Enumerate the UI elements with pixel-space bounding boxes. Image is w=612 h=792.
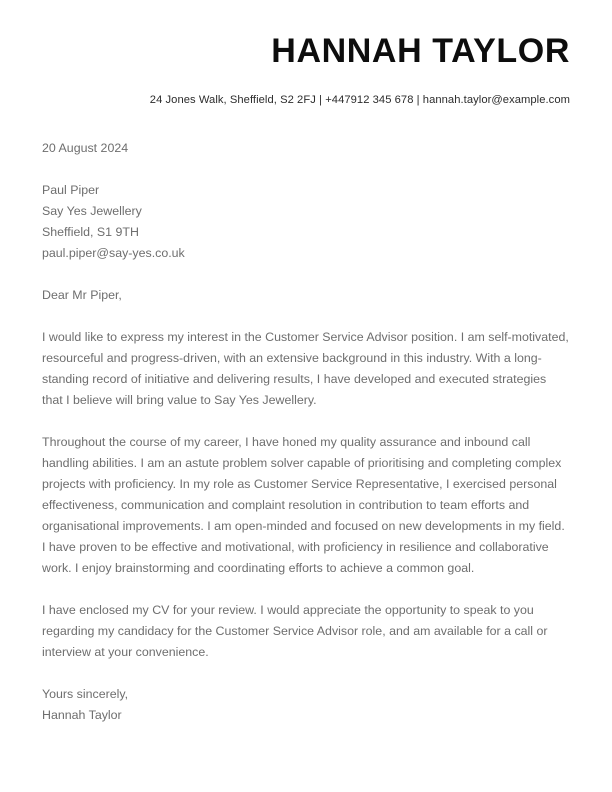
- letter-body: [0, 107, 612, 726]
- letter-paragraph-2: Throughout the course of my career, I have honed my quality assurance and inbound call handling abilities. I am an astute problem solver capable of prioritising and completing complex projects with proficiency. In my role as Customer Service Representative, I exercised personal effectiveness, communication and complaint resolution in contribution to team efforts and organisational improvements. I am open-minded and focused on new developments in my field. I have proven to be effective and motivational, with proficiency in resilience and collaborative work. I enjoy brainstorming and coordinating efforts to achieve a common goal.: [42, 435, 565, 576]
- recipient-address-block: [42, 159, 570, 264]
- letterhead: [0, 0, 612, 107]
- letter-date: 20 August 2024: [42, 141, 129, 156]
- recipient-location: Sheffield, S1 9TH: [42, 225, 139, 240]
- letter-paragraph-1: I would like to express my interest in the Customer Service Advisor position. I am self-motivated, resourceful and progress-driven, with an extensive background in this industry. With a long-standing record of initiative and delivering results, I have developed and executed strategies that I believe will bring value to Say Yes Jewellery.: [42, 330, 569, 408]
- sign-off: Yours sincerely,: [42, 687, 129, 702]
- recipient-email: paul.piper@say-yes.co.uk: [42, 246, 185, 261]
- salutation: Dear Mr Piper,: [42, 288, 122, 303]
- signature-name: Hannah Taylor: [42, 708, 122, 723]
- recipient-name: Paul Piper: [42, 183, 100, 198]
- recipient-company: Say Yes Jewellery: [42, 204, 142, 219]
- page-title: HANNAH TAYLOR: [271, 32, 570, 70]
- letter-paragraph-3: I have enclosed my CV for your review. I would appreciate the opportunity to speak to you regarding my candidacy for the Customer Service Advisor role, and am available for a call or interview at your convenience.: [42, 603, 548, 660]
- closing-block: [42, 663, 570, 726]
- contact-details-line: 24 Jones Walk, Sheffield, S2 2FJ | +447912 345 678 | hannah.taylor@example.com: [149, 93, 570, 106]
